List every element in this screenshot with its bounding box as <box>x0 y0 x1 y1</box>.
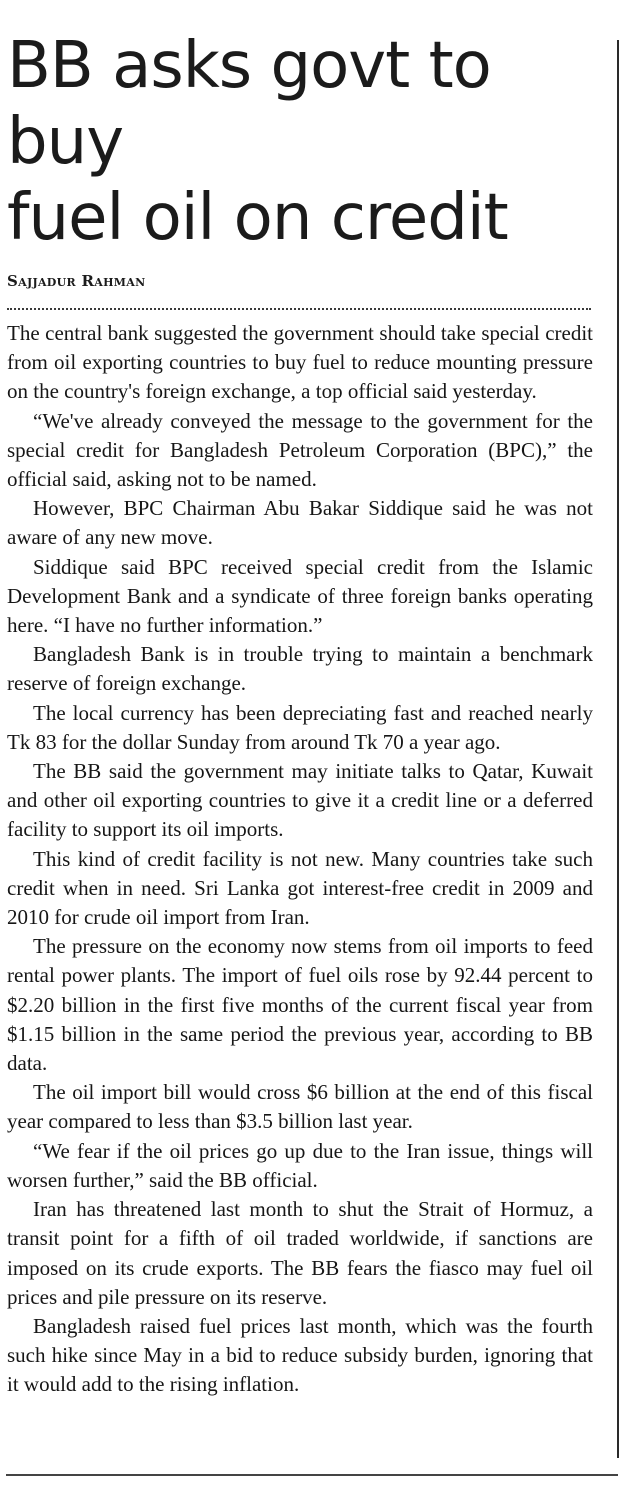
paragraph-2: “We've already conveyed the message to the government for the special credit for Bangladesh Petroleum Corporation (BPC),” the official said, asking not to be named. <box>7 408 593 492</box>
paragraph-11: “We fear if the oil prices go up due to the Iran issue, things will worsen further,” said the BB official. <box>7 1138 593 1192</box>
paragraph-3: However, BPC Chairman Abu Bakar Siddique said he was not aware of any new move. <box>7 496 593 550</box>
paragraph-7: The BB said the government may initiate talks to Qatar, Kuwait and other oil exporting countries to give it a credit line or a deferred facility to support its oil imports. <box>7 759 593 842</box>
article <box>7 28 599 1400</box>
paragraph-5: Bangladesh Bank is in trouble trying to maintain a benchmark reserve of foreign exchange. <box>7 642 593 696</box>
headline-line-2: fuel oil on credit <box>7 181 508 255</box>
article-body <box>7 319 593 1400</box>
paragraph-8: This kind of credit facility is not new. Many countries take such credit when in need. Sri Lanka got interest-free credit in 2009 and 2010 for crude oil import from Iran. <box>7 846 593 930</box>
byline: Sajjadur Rahman <box>7 272 146 290</box>
column-divider <box>617 40 619 1458</box>
paragraph-9: The pressure on the economy now stems from oil imports to feed rental power plants. The import of fuel oils rose by 92.44 percent to $2.20 billion in the first five months of the current fiscal year from $1.15 billion in the same period the previous year, according to BB data. <box>7 934 593 1076</box>
dotted-divider <box>7 308 591 310</box>
paragraph-1: The central bank suggested the government should take special credit from oil exporting countries to buy fuel to reduce mounting pressure on the country's foreign exchange, a top official said yesterday. <box>7 321 593 404</box>
paragraph-6: The local currency has been depreciating fast and reached nearly Tk 83 for the dollar Sunday from around Tk 70 a year ago. <box>7 700 593 754</box>
paragraph-4: Siddique said BPC received special credit from the Islamic Development Bank and a syndicate of three foreign banks operating here. “I have no further information.” <box>7 554 593 638</box>
bottom-divider <box>6 1474 618 1476</box>
paragraph-10: The oil import bill would cross $6 billion at the end of this fiscal year compared to less than $3.5 billion last year. <box>7 1080 593 1134</box>
paragraph-13: Bangladesh raised fuel prices last month, which was the fourth such hike since May in a bid to reduce subsidy burden, ignoring that it would add to the rising inflation. <box>7 1313 593 1397</box>
headline-line-1: BB asks govt to buy <box>7 29 491 179</box>
headline <box>7 28 599 256</box>
paragraph-12: Iran has threatened last month to shut the Strait of Hormuz, a transit point for a fifth of oil traded worldwide, if sanctions are imposed on its crude exports. The BB fears the fiasco may fuel oil prices and pile pressure on its reserve. <box>7 1197 593 1309</box>
